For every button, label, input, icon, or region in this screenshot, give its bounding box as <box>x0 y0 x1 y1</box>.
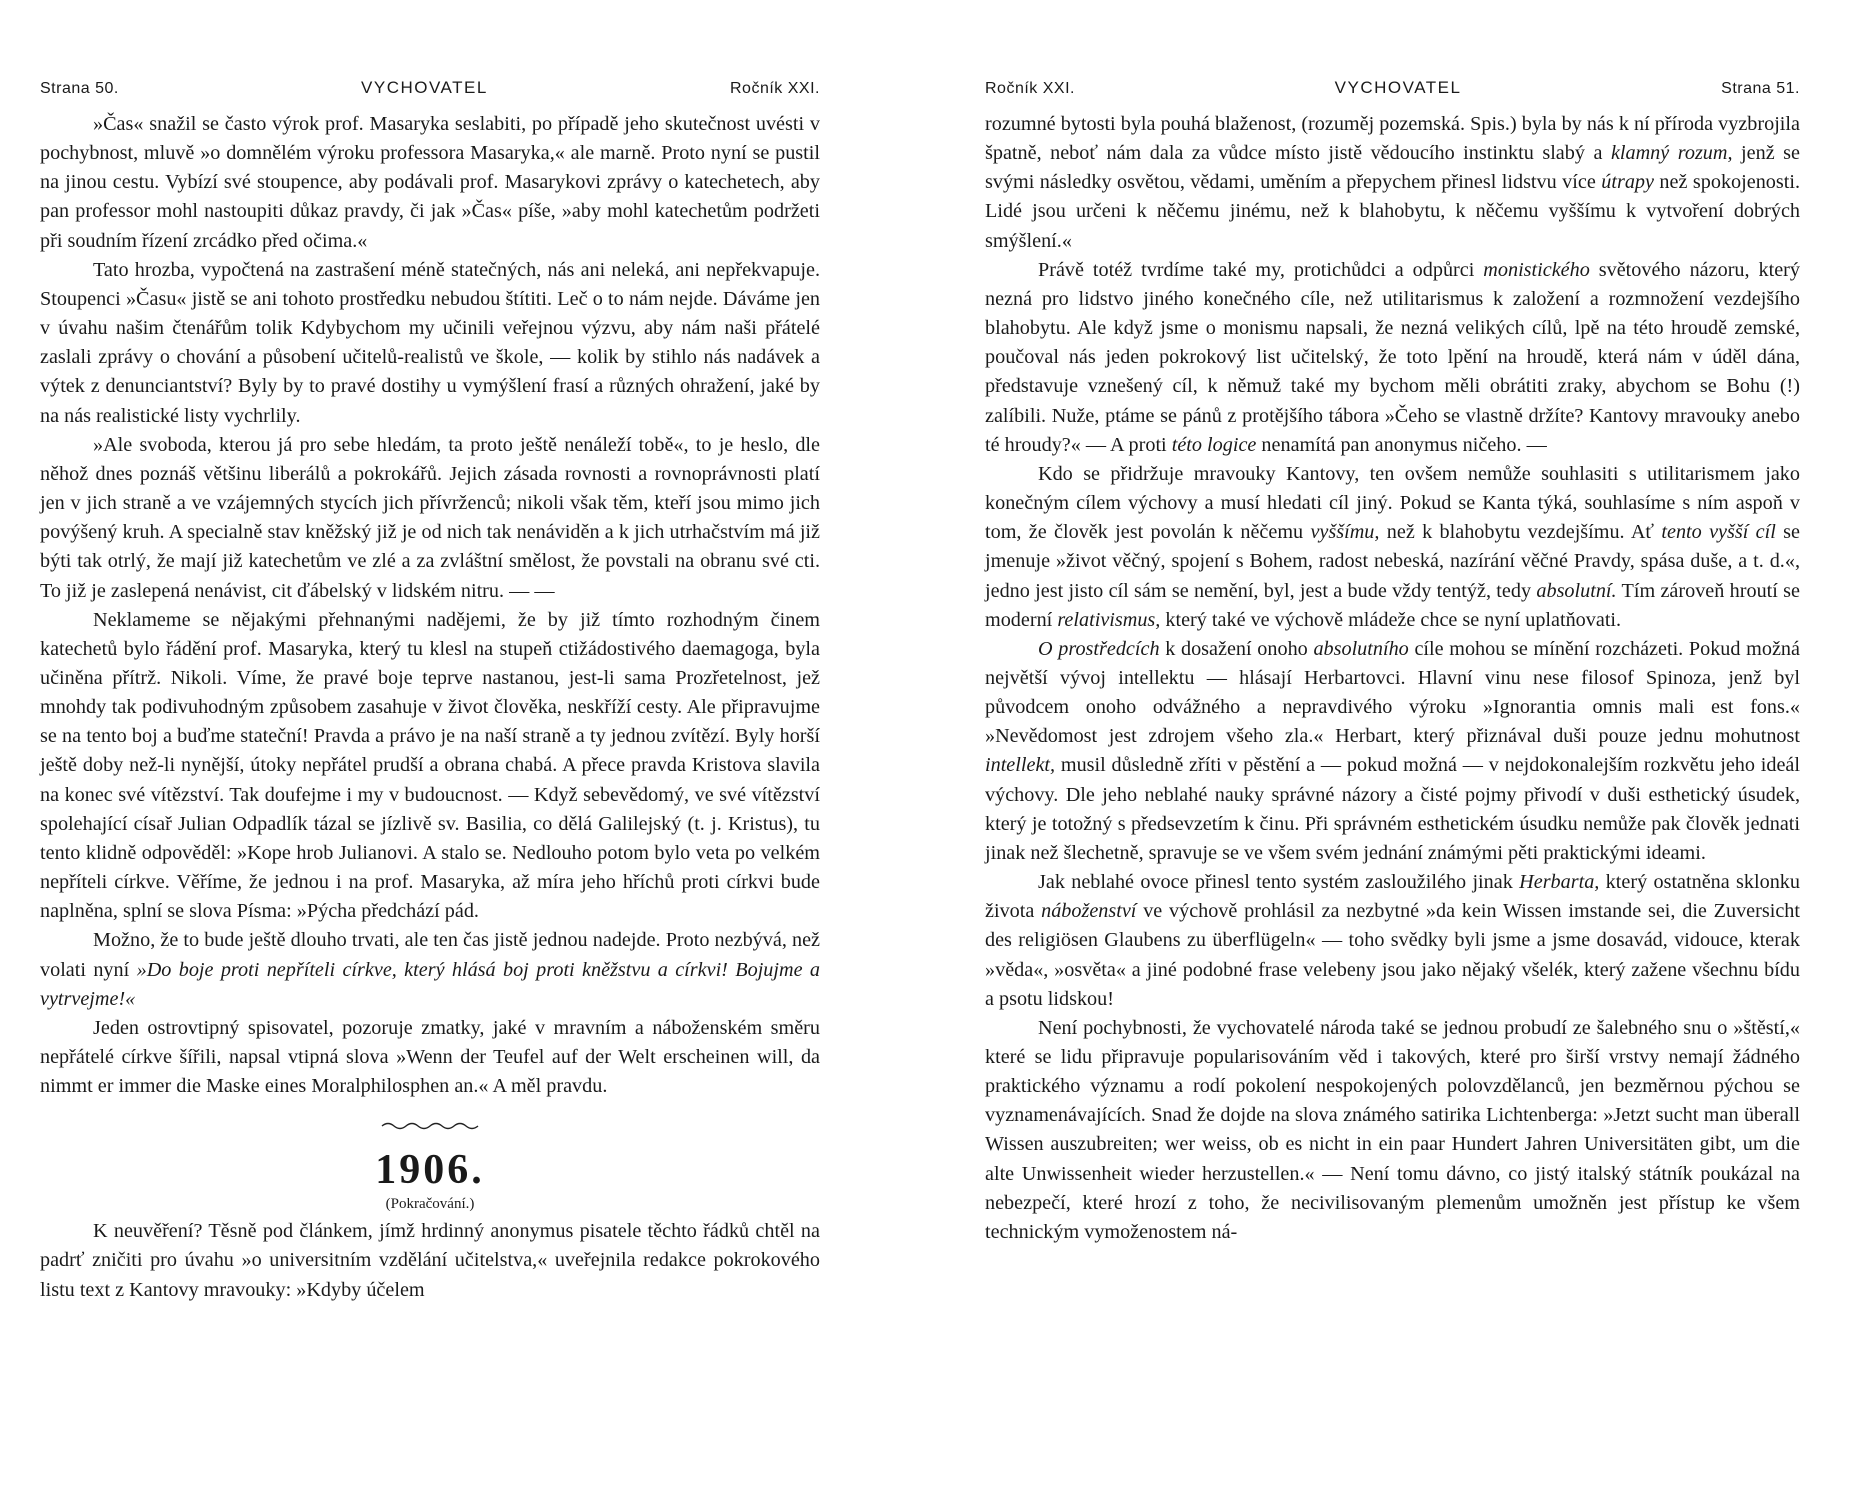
paragraph: »Čas« snažil se často výrok prof. Masaryka seslabiti, po případě jeho skutečnost uvésti v pochybnost, mluvě »o domnělém výroku professora Masaryka,« ale marně. Proto nyní se pustil na jinou cestu. Vybízí své stoupence, aby podávali prof. Masarykovi zprávy o katechetech, aby pan professor mohl nastoupiti důkaz pravdy, či jak »Čas« píše, »aby mohl katechetům podržeti při soudním řízení zrcádko před očima.« <box>40 113 820 252</box>
left-page-number: Strana 50. <box>40 80 119 97</box>
emphasis: O prostředcích <box>1038 637 1160 660</box>
text-run: Jak neblahé ovoce přinesl tento systém zasloužilého jinak <box>1038 871 1520 894</box>
right-page <box>985 78 1800 1247</box>
text-run: cíle mohou se mínění rozcházeti. Pokud možná největší vývoj intellektu — hlásají Herbartovci. Hlavní vinu nese filosof Spinoza, jenž byl původcem onoho odvážného a nepravdivého výroku »Ignorantia omnis mali est fons.« »Nevědomost jest zdrojem všeho zla.« Herbart, který přiznával duši pouze jednu mohutnost <box>985 637 1800 748</box>
text-run: Tím zároveň hroutí se moderní <box>985 579 1801 631</box>
emphasis: Herbarta, <box>1519 871 1600 894</box>
wave-ornament-icon <box>380 1120 480 1132</box>
continuation-note: (Pokračování.) <box>385 1196 475 1213</box>
left-article-body <box>40 110 820 1305</box>
emphasis: útrapy <box>1601 171 1654 194</box>
paragraph <box>985 110 1800 256</box>
emphasis: tento vyšší cíl <box>1661 521 1776 544</box>
left-volume: Ročník XXI. <box>730 80 820 97</box>
paragraph: Tato hrozba, vypočtená na zastrašení méně statečných, nás ani neleká, ani nepřekvapuje. Stoupenci »Času« jistě se ani tohoto prostředku nebudou štítiti. Leč o to nám nejde. Dáváme jen v úvahu našim čtenářům tolik Kdybychom my učinili veřejnou výzvu, aby nám naši přátelé zaslali zprávy o chování a působení učitelů-realistů ve škole, — kolik by stihlo nás nadávek a výtek z denunciantství? Byly by to pravé dostihy u vymýšlení frasí a různých ohražení, jaké by na nás realistické listy vychrlily. <box>40 258 820 427</box>
text-run: musil důsledně zříti v pěstění a — pokud možná — v nejdokonalejším rozkvětu jeho ideál výchovy. Dle jeho neblahé nauky správné názory a čisté pojmy přivodí v duši esthetický úsudek, který je totožný s předsevzetím k činu. Při správném esthetickém úsudku nemůže pak člověk jednati jinak než šlechetně, spravuje se ve všem svém jednání známými pěti praktickými ideami. <box>985 754 1800 864</box>
emphasis: monistického <box>1483 258 1590 281</box>
paragraph: Neklameme se nějakými přehnanými nadějemi, že by již tímto rozhodným činem katechetů bylo řádění prof. Masaryka, který tu klesl na stupeň ctižádostivého daemagoga, byla učiněna přítrž. Nikoli. Víme, že pravé boje teprve nastanou, jest-li sama Prozřetelnost, jež mnohdy tak podivuhodným způsobem zasahuje v život člověka, neskříží cesty. Ale připravujme se na tento boj a buďme stateční! Pravda a právo je na naší straně a ty jednou zvítězí. Byly horší ještě doby než-li nynější, útoky nepřátel prudší a obrana chabá. A přece pravda Kristova slavila na konec své vítězství. Tak doufejme i my v budoucnost. — Když sebevědomý, ve své vítězství spolehající císař Julian Odpadlík tázal se jízlivě sv. Basilia, co dělá Galilejský (t. j. Kristus), tu tento klidně odpověděl: »Kope hrob Julianovi. A stalo se. Nedlouho potom bylo veta po velkém nepříteli církve. Věříme, že jednou i na prof. Masaryka, až míra jeho hříchů proti církvi bude naplněna, splní se slova Písma: »Pýcha předchází pád. <box>40 608 820 923</box>
text-run: Možno, že to bude ještě dlouho trvati, ale ten čas jistě jednou nadejde. Proto nezbývá, než volati nyní <box>40 929 820 981</box>
text-run: světového názoru, který nezná pro lidstvo jiného konečného cíle, než utilitarismus k založení a rozmnožení vezdejšího blahobytu. Ale když jsme o monismu napsali, že nezná velikých cílů, lpě na této hroudě zemské, poučoval nás jeden pokrokový list učitelský, že toto lpění na hroudě, která nám v úděl dána, představuje vznešený cíl, k němuž také my bychom měli obrátiti zraky, abychom se Bohu (!) zalíbili. Nuže, ptáme se pánů z protějšího tábora »Čeho se vlastně držíte? Kantovy mravouky anebo té hroudy?« — A proti <box>985 258 1800 456</box>
text-run: se jmenuje »život věčný, spojení s Bohem, radost nebeská, nazírání věčné Pravdy, spása duše, a t. d.«, jedno jest jisto cíl sám se nemění, byl, jest a bude vždy tentýž, tedy <box>985 521 1800 602</box>
emphasis: vyššímu, <box>1310 521 1380 544</box>
emphasis: této logice <box>1171 433 1257 456</box>
left-page <box>40 78 820 1305</box>
emphasis: klamný rozum, <box>1610 142 1733 165</box>
right-volume: Ročník XXI. <box>985 80 1075 97</box>
text-run: než spokojenosti. Lidé jsou určeni k něčemu jinému, než k blahobytu, k něčemu vyššímu k vytvoření dobrých smýšlení.« <box>985 171 1801 252</box>
emphasis: absolutní. <box>1536 579 1617 602</box>
emphasis: intellekt, <box>985 754 1056 777</box>
paragraph <box>985 868 1800 1014</box>
paragraph <box>985 256 1800 460</box>
text-run: který ostatněna sklonku života <box>985 871 1800 923</box>
paragraph <box>985 635 1800 868</box>
paragraph: »Ale svoboda, kterou já pro sebe hledám, ta proto ještě nenáleží tobě«, to je heslo, dle něhož dnes poznáš většinu liberálů a pokrokářů. Jejich zásada rovnosti a rovnoprávnosti platí jen v jich straně a ve vzájemných stycích jich přívrženců; nikoli však těm, kteří jsou mimo jich povýšený kruh. A specialně stav kněžský již je od nich tak nenáviděn a k jich utrhačstvím má již býti tak otrlý, že mají již katechetům ve zlé a za zvláštní smělost, že povstali na obranu své cti. To již je zaslepená nenávist, cit ďábelský v lidském nitru. — — <box>40 433 820 602</box>
emphasis: relativismus, <box>1057 608 1161 631</box>
text-run: rozumné bytosti byla pouhá blaženost, (rozuměj pozemská. Spis.) byla by nás k ní příroda vyzbrojila špatně, neboť nám dala za vůdce místo jistě vědoucího instinktu slabý a <box>985 113 1800 165</box>
section-title: 1906. <box>375 1147 485 1194</box>
emphasis: »Do boje proti nepříteli církve, který hlásá boj proti kněžstvu a církvi! Bojujme a vytrvejme!« <box>40 958 820 1010</box>
text-run: Právě totéž tvrdíme také my, protichůdci a odpůrci <box>1038 258 1484 281</box>
text-run: než k blahobytu vezdejšímu. Ať <box>1379 521 1662 544</box>
text-run: Kdo se přidržuje mravouky Kantovy, ten ovšem nemůže souhlasiti s utilitarismem jako konečným cílem výchovy a musí hledati cíl jiný. Pokud se Kanta týká, souhlasíme s ním aspoň v tom, že člověk jest povolán k něčemu <box>985 462 1800 544</box>
text-run: ve výchově prohlásil za nezbytné »da kein Wissen imstande sei, die Zuversicht des religiösen Glaubens zu überflügeln« — toho svědky byli jsme a jsme dosavád, vidouce, kterak »věda«, »osvěta« a jiné podobné frase velebeny jsou jako nějaký všelék, který zažene všechnu bídu a psotu lidskou! <box>985 900 1800 1010</box>
paragraph: Jeden ostrovtipný spisovatel, pozoruje zmatky, jaké v mravním a náboženském směru nepřátelé církve šířili, napsal vtipná slova »Wenn der Teufel auf der Welt erscheinen will, da nimmt er immer die Maske eines Moralphilosphen an.« A měl pravdu. <box>40 1016 820 1098</box>
right-running-header <box>985 78 1800 98</box>
right-journal-title: VYCHOVATEL <box>1334 78 1462 97</box>
paragraph: Není pochybnosti, že vychovatelé národa také se jednou probudí ze šalebného snu o »štěstí,« které se lidu připravuje popularisováním věd i takových, které pro širší vrstvy nemají žádného praktického významu a rodí pokolení nespokojených polovzdělanců, jen bezměrnou pýchou se vyznamenávajících. Snad že dojde na slova známého satirika Lichtenberga: »Jetzt sucht man überall Wissen auszubreiten; wer weiss, ob es nicht in ein paar Hundert Jahren Universitäten gibt, um die alte Unwissenheit wieder herzustellen.« — Není tomu dávno, co jistý italský státník poukázal na nebezpečí, které hrozí z toho, že necivilisovaným plemenům umožněn jest přístup ke všem technickým vymoženostem ná- <box>985 1016 1800 1243</box>
emphasis: náboženství <box>1041 900 1137 923</box>
paragraph: K neuvěření? Těsně pod článkem, jímž hrdinný anonymus pisatele těchto řádků chtěl na padrť zničiti pro úvahu »o universitním vzdělání učitelstva,« uveřejnila redakce pokrokového listu text z Kantovy mravouky: »Kdyby účelem <box>40 1220 820 1301</box>
text-run: k dosažení onoho <box>1159 637 1314 660</box>
emphasis: absolutního <box>1313 637 1409 660</box>
text-run: jenž se svými následky osvětou, vědami, uměním a přepychem přinesl lidstvu více <box>985 142 1800 194</box>
left-journal-title: VYCHOVATEL <box>361 78 488 97</box>
text-run: který také ve výchově mládeže chce se nyní uplatňovati. <box>1160 608 1622 631</box>
right-page-number: Strana 51. <box>1721 80 1800 97</box>
ornamental-divider <box>40 1119 820 1137</box>
right-article-body <box>985 110 1800 1247</box>
left-running-header <box>40 78 820 98</box>
paragraph <box>985 460 1800 635</box>
text-run: nenamítá pan anonymus ničeho. — <box>1256 433 1547 456</box>
paragraph <box>40 926 820 1013</box>
